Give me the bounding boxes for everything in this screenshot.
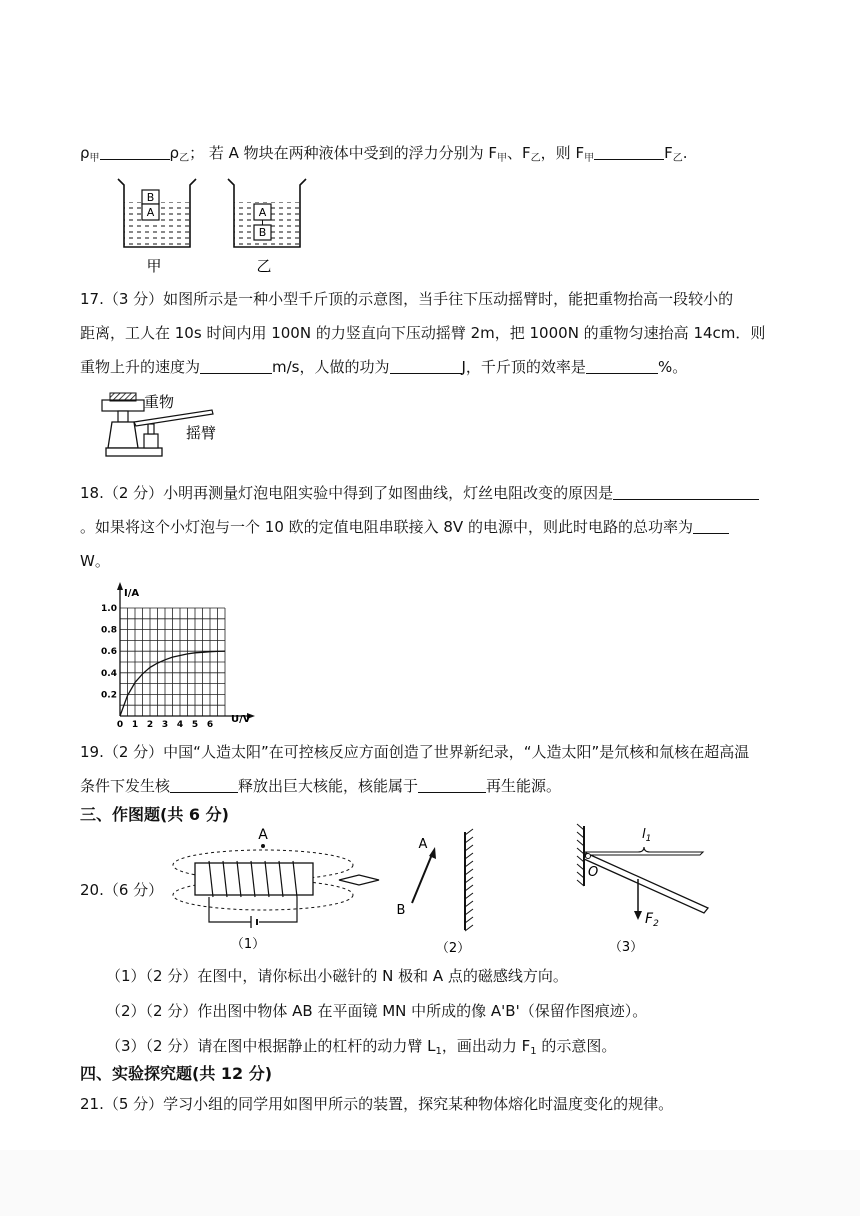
answer-blank-efficiency[interactable] (586, 358, 658, 374)
x-tick-label: 3 (161, 720, 169, 730)
q20-label: 20.（6 分） (80, 881, 164, 899)
answer-blank-work[interactable] (390, 358, 462, 374)
answer-blank-speed[interactable] (200, 358, 272, 374)
q16-line: $\rho_甲$ $\rho_乙$； 若 A 物块在两种液体中受到的浮力分别为 $F_甲$、$F_乙$，则 $F_甲$ $F_乙$. (80, 144, 688, 164)
point-a-label: A (258, 827, 268, 843)
arm-label: 摇臂 (186, 424, 217, 442)
x-tick-label: 2 (146, 720, 154, 730)
beaker-yi-label: 乙 (256, 257, 272, 275)
chart-ticks (101, 604, 213, 730)
pivot-o-label: O (588, 865, 599, 880)
q20-sub3: （3）（2 分）请在图中根据静止的杠杆的动力臂 $L_1$，画出动力 $F_1$ 的示意图。 (106, 1037, 617, 1057)
chart-grid (120, 608, 225, 716)
x-axis-title: U/V (231, 714, 251, 725)
object-a-label: A (418, 837, 428, 852)
q18-line1: 18.（2 分）小明再测量灯泡电阻实验中得到了如图曲线，灯丝电阻改变的原因是 (80, 483, 759, 503)
q21-line1: 21.（5 分）学习小组的同学用如图甲所示的装置，探究某种物体熔化时温度变化的规律。 (80, 1095, 674, 1113)
q19-line2: 条件下发生核 释放出巨大核能，核能属于 再生能源。 (80, 777, 562, 795)
y-tick-label: 0.2 (101, 690, 117, 701)
mirror-figure (385, 825, 485, 956)
chart-axes (117, 582, 255, 719)
x-tick-label: 4 (176, 720, 184, 730)
x-tick-label: 0 (116, 720, 124, 730)
arm-l1-label: $l_1$ (642, 827, 652, 844)
answer-blank-buoyancy-compare[interactable] (594, 144, 664, 160)
q20-sub1: （1）（2 分）在图中，请你标出小磁针的 N 极和 A 点的磁感线方向。 (106, 967, 568, 985)
fig2-caption: （2） (435, 941, 471, 956)
answer-blank-reaction[interactable] (170, 777, 238, 793)
y-axis-arrow (117, 582, 123, 590)
electromagnet-figure (165, 825, 405, 950)
x-tick-label: 6 (206, 720, 214, 730)
q17-line3: 重物上升的速度为 m/s，人做的功为 J，千斤顶的效率是 %。 (80, 358, 688, 376)
lever-figure (568, 822, 718, 955)
answer-blank-reason[interactable] (613, 484, 759, 500)
q19-line1: 19.（2 分）中国“人造太阳”在可控核反应方面创造了世界新纪录，“人造太阳”是氘核和氚核在超高温 (80, 743, 750, 761)
y-axis-title: I/A (124, 588, 140, 599)
jack-figure (100, 390, 240, 462)
q18-line2: 。如果将这个小灯泡与一个 10 欧的定值电阻串联接入 8V 的电源中，则此时电路的总功率为 (80, 517, 729, 537)
object-b-label: B (396, 903, 406, 918)
q20-sub2: （2）（2 分）作出图中物体 AB 在平面镜 MN 中所成的像 A'B'（保留作图痕迹）。 (106, 1002, 648, 1020)
x-tick-label: 1 (131, 720, 139, 730)
x-tick-label: 5 (191, 720, 199, 730)
answer-blank-total-power[interactable] (693, 518, 729, 534)
q17-line1: 17.（3 分）如图所示是一种小型千斤顶的示意图，当手往下压动摇臂时，能把重物抬高一段较小的 (80, 290, 734, 308)
y-tick-label: 0.6 (101, 647, 117, 658)
answer-blank-density-compare[interactable] (100, 144, 170, 160)
y-tick-label: 0.8 (101, 625, 117, 636)
iv-chart (90, 585, 270, 735)
q17-line2: 距离，工人在 10s 时间内用 100N 的力竖直向下压动摇臂 2m，把 1000N 的重物匀速抬高 14cm．则 (80, 324, 766, 342)
compass-needle[interactable] (339, 875, 379, 885)
fig3-caption: （3） (608, 940, 644, 955)
svg-text:A: A (258, 206, 267, 219)
beaker-jia (118, 179, 196, 247)
svg-text:B: B (146, 191, 155, 204)
y-tick-label: 1.0 (101, 604, 117, 614)
svg-text:A: A (146, 206, 155, 219)
page-footer-band (0, 1150, 860, 1216)
fig1-caption: （1） (230, 937, 266, 952)
section-3-title: 三、作图题(共 6 分) (80, 805, 229, 824)
section-4-title: 四、实验探究题(共 12 分) (80, 1064, 273, 1083)
beaker-yi (228, 179, 306, 247)
force-f2-label: $F_2$ (645, 911, 659, 929)
weight-label: 重物 (144, 393, 175, 411)
y-tick-label: 0.4 (101, 668, 117, 679)
beakers-figure (112, 175, 312, 275)
answer-blank-renewable[interactable] (418, 777, 486, 793)
q18-line3: W。 (80, 552, 110, 570)
svg-text:B: B (258, 226, 267, 239)
beaker-jia-label: 甲 (146, 257, 162, 275)
